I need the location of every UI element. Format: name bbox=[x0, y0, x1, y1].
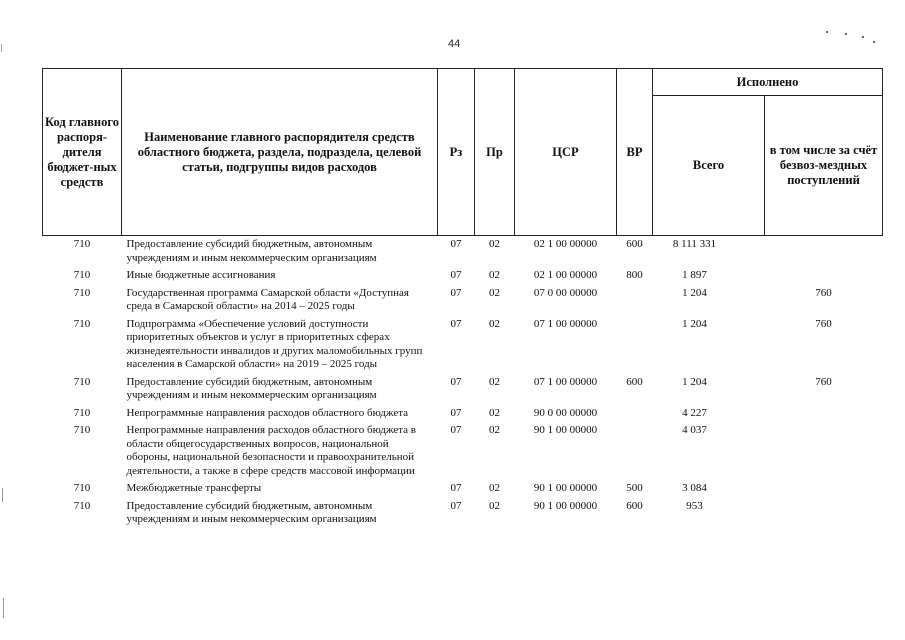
cell-code: 710 bbox=[73, 482, 91, 494]
scan-edge-mark bbox=[3, 598, 4, 618]
cell-code: 710 bbox=[73, 375, 91, 388]
cell-pr: 02 bbox=[489, 238, 500, 250]
cell-total: 953 bbox=[686, 499, 703, 512]
header-pr: Пр bbox=[475, 69, 515, 236]
cell-csr: 02 1 00 00000 bbox=[533, 269, 598, 281]
cell-pr: 02 bbox=[489, 482, 500, 494]
header-name: Наименование главного распорядителя средств областного бюджета, раздела, подраздела, целевой статьи, подгруппы видов расходов bbox=[122, 69, 438, 236]
cell-name: Непрограммные направления расходов областного бюджета bbox=[126, 406, 409, 419]
cell-code: 710 bbox=[73, 317, 91, 330]
page-number: 44 bbox=[448, 38, 461, 50]
scan-speck bbox=[873, 41, 875, 43]
header-code: Код главного распоря-дителя бюджет-ных средств bbox=[43, 69, 122, 236]
cell-rz: 07 bbox=[450, 499, 462, 512]
cell-code: 710 bbox=[73, 499, 91, 512]
cell-name: Предоставление субсидий бюджетным, автономным учреждениям и иным некоммерческим организациям bbox=[126, 499, 377, 525]
cell-total: 1 204 bbox=[682, 286, 707, 299]
cell-name: Предоставление субсидий бюджетным, автономным учреждениям и иным некоммерческим организациям bbox=[126, 375, 377, 401]
cell-csr: 90 1 00 00000 bbox=[533, 424, 598, 436]
scan-speck bbox=[826, 31, 828, 33]
table-row bbox=[43, 286, 883, 317]
table-row bbox=[43, 499, 883, 530]
cell-free: 760 bbox=[815, 317, 832, 330]
cell-csr: 02 1 00 00000 bbox=[533, 238, 598, 250]
table-row bbox=[43, 317, 883, 375]
cell-pr: 02 bbox=[489, 424, 500, 436]
cell-rz: 07 bbox=[450, 406, 462, 419]
cell-code: 710 bbox=[73, 286, 91, 299]
cell-vr: 500 bbox=[626, 482, 643, 494]
scan-edge-mark bbox=[1, 44, 2, 52]
cell-vr: 800 bbox=[626, 269, 643, 281]
cell-rz: 07 bbox=[450, 269, 462, 281]
table-row bbox=[43, 268, 883, 286]
cell-rz: 07 bbox=[450, 286, 462, 299]
cell-csr: 07 0 00 00000 bbox=[533, 286, 598, 299]
cell-total: 4 227 bbox=[682, 406, 707, 419]
cell-name: Иные бюджетные ассигнования bbox=[126, 269, 276, 281]
cell-code: 710 bbox=[73, 238, 91, 250]
cell-free bbox=[765, 481, 883, 499]
cell-pr: 02 bbox=[489, 286, 500, 299]
cell-csr: 07 1 00 00000 bbox=[533, 375, 598, 388]
cell-name: Государственная программа Самарской области «Доступная среда в Самарской области» на 2014 – 2025 годы bbox=[126, 286, 409, 312]
cell-total: 1 204 bbox=[682, 317, 707, 330]
table-row bbox=[43, 375, 883, 406]
cell-name: Межбюджетные трансферты bbox=[126, 482, 262, 494]
cell-name: Подпрограмма «Обеспечение условий доступности приоритетных объектов и услуг в приоритетных сферах жизнедеятельности инвалидов и других маломобильных групп населения в Самарской области» на 2019 – 2025 годы bbox=[126, 317, 423, 370]
header-vr: ВР bbox=[617, 69, 653, 236]
header-ispolneno: Исполнено bbox=[653, 69, 883, 96]
cell-name: Предоставление субсидий бюджетным, автономным учреждениям и иным некоммерческим организациям bbox=[126, 238, 377, 264]
cell-vr: 600 bbox=[626, 499, 643, 512]
cell-free: 760 bbox=[815, 375, 832, 388]
cell-code: 710 bbox=[73, 424, 91, 436]
cell-csr: 90 1 00 00000 bbox=[533, 482, 598, 494]
table-row bbox=[43, 406, 883, 424]
cell-free bbox=[765, 268, 883, 286]
cell-rz: 07 bbox=[450, 482, 462, 494]
cell-free bbox=[765, 499, 883, 530]
cell-free: 760 bbox=[815, 286, 832, 299]
budget-table bbox=[42, 68, 883, 530]
cell-vr bbox=[617, 423, 653, 481]
header-rz: Рз bbox=[438, 69, 475, 236]
cell-free bbox=[765, 406, 883, 424]
header-free: в том числе за счёт безвоз-мездных поступлений bbox=[765, 96, 883, 236]
cell-pr: 02 bbox=[489, 406, 500, 419]
table-body bbox=[43, 236, 883, 530]
cell-pr: 02 bbox=[489, 269, 500, 281]
cell-total: 8 111 331 bbox=[672, 238, 717, 250]
cell-code: 710 bbox=[73, 269, 91, 281]
cell-rz: 07 bbox=[450, 238, 462, 250]
cell-vr: 600 bbox=[626, 238, 643, 250]
cell-total: 1 204 bbox=[682, 375, 707, 388]
cell-csr: 90 1 00 00000 bbox=[533, 499, 598, 512]
scan-speck bbox=[845, 33, 847, 35]
cell-csr: 90 0 00 00000 bbox=[533, 406, 598, 419]
cell-rz: 07 bbox=[450, 375, 462, 388]
cell-name: Непрограммные направления расходов областного бюджета в области общегосударственных вопросов, национальной обороны, национальной безопасности и правоохранительной деятельности, а также в сфере средств массовой информации bbox=[126, 424, 416, 477]
table-row bbox=[43, 481, 883, 499]
cell-pr: 02 bbox=[489, 317, 500, 330]
cell-csr: 07 1 00 00000 bbox=[533, 317, 598, 330]
cell-vr bbox=[617, 317, 653, 375]
cell-pr: 02 bbox=[489, 375, 500, 388]
scan-speck bbox=[862, 36, 864, 38]
cell-free bbox=[765, 423, 883, 481]
cell-vr bbox=[617, 286, 653, 317]
header-csr: ЦСР bbox=[515, 69, 617, 236]
header-total: Всего bbox=[653, 96, 765, 236]
cell-rz: 07 bbox=[450, 424, 462, 436]
cell-pr: 02 bbox=[489, 499, 500, 512]
cell-total: 1 897 bbox=[682, 269, 707, 281]
scan-edge-mark bbox=[2, 488, 3, 502]
cell-rz: 07 bbox=[450, 317, 462, 330]
cell-vr: 600 bbox=[626, 375, 643, 388]
table-row bbox=[43, 236, 883, 269]
cell-total: 3 084 bbox=[682, 482, 707, 494]
cell-vr bbox=[617, 406, 653, 424]
cell-code: 710 bbox=[73, 406, 91, 419]
cell-total: 4 037 bbox=[682, 424, 707, 436]
table-row bbox=[43, 423, 883, 481]
cell-free bbox=[765, 236, 883, 269]
